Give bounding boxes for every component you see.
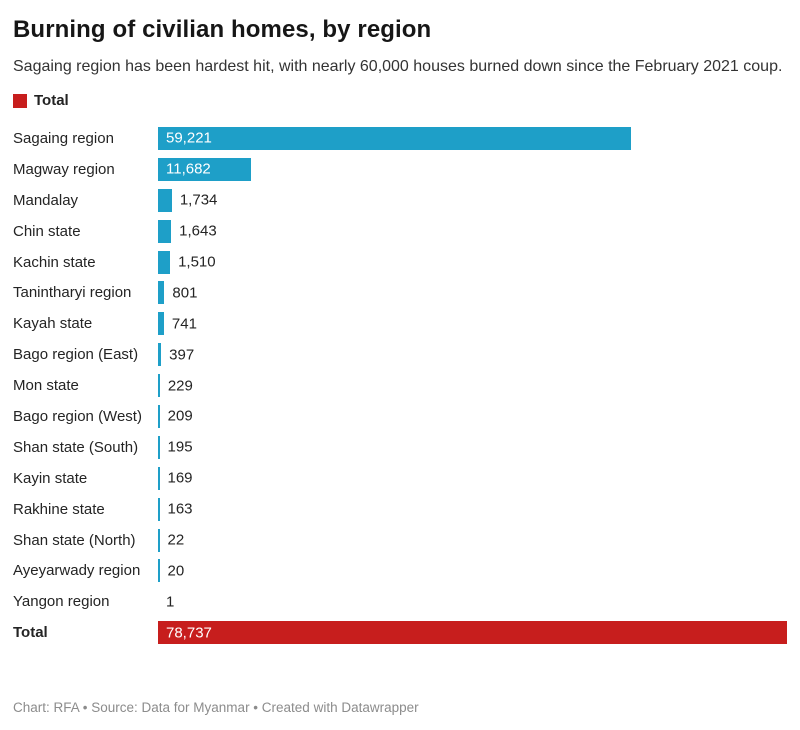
bar-cell — [158, 251, 788, 274]
legend-label: Total — [34, 92, 69, 109]
bar[interactable] — [158, 405, 160, 428]
row-label: Shan state (South) — [13, 438, 139, 456]
chart-row — [13, 339, 788, 370]
chart-row — [13, 401, 788, 432]
bar-value: 59,221 — [166, 129, 212, 147]
bar-value: 397 — [169, 346, 195, 364]
row-label: Mandalay — [13, 191, 79, 209]
bar-cell — [158, 374, 788, 397]
row-label: Total — [13, 624, 48, 642]
row-label: Bago region (East) — [13, 346, 139, 364]
row-label: Ayeyarwady region — [13, 562, 141, 580]
bar[interactable] — [158, 559, 160, 582]
bar-cell — [158, 621, 788, 644]
bar-value: 20 — [167, 562, 185, 580]
row-label: Mon state — [13, 377, 79, 395]
chart-row — [13, 586, 788, 617]
bar[interactable] — [158, 127, 631, 150]
bar-value: 1,643 — [179, 222, 217, 240]
bar[interactable] — [158, 621, 787, 644]
bar[interactable] — [158, 343, 161, 366]
bar-value: 195 — [167, 438, 193, 456]
bar[interactable] — [158, 220, 171, 243]
chart-row — [13, 247, 788, 278]
bar-value: 163 — [167, 500, 193, 518]
bar-value: 1 — [166, 593, 175, 611]
bar-value: 801 — [172, 284, 198, 302]
footer-credit: Chart: RFA • Source: Data for Myanmar • Created with Datawrapper — [13, 700, 419, 715]
chart-row — [13, 123, 788, 154]
bar-value: 741 — [171, 315, 197, 333]
bar-cell — [158, 529, 788, 552]
bar-cell — [158, 127, 788, 150]
bar-cell — [158, 158, 788, 181]
row-label: Kayin state — [13, 469, 88, 487]
bar-value: 11,682 — [166, 160, 211, 178]
bar-cell — [158, 220, 788, 243]
bar-value: 209 — [167, 407, 193, 425]
row-label: Tanintharyi region — [13, 284, 132, 302]
bar[interactable] — [158, 436, 160, 459]
chart-row — [13, 154, 788, 185]
bar-value: 1,510 — [178, 253, 216, 271]
bar-value: 22 — [167, 531, 185, 549]
chart-row — [13, 308, 788, 339]
bar[interactable] — [158, 467, 160, 490]
chart-row — [13, 185, 788, 216]
row-label: Chin state — [13, 222, 81, 240]
chart-row — [13, 216, 788, 247]
bar-value: 229 — [167, 377, 193, 395]
row-label: Shan state (North) — [13, 531, 136, 549]
chart-row — [13, 463, 788, 494]
bar-cell — [158, 559, 788, 582]
bar[interactable] — [158, 529, 160, 552]
row-label: Kachin state — [13, 253, 96, 271]
bar[interactable] — [158, 312, 164, 335]
bar-cell — [158, 405, 788, 428]
bar[interactable] — [158, 374, 160, 397]
bar[interactable] — [158, 251, 170, 274]
bar-cell — [158, 189, 788, 212]
bar-cell — [158, 343, 788, 366]
bar-cell — [158, 498, 788, 521]
chart-title: Burning of civilian homes, by region — [13, 16, 432, 43]
bar[interactable] — [158, 189, 172, 212]
chart-row — [13, 494, 788, 525]
chart-row — [13, 617, 788, 648]
bar-cell — [158, 436, 788, 459]
row-label: Rakhine state — [13, 500, 105, 518]
chart-row — [13, 555, 788, 586]
chart-row — [13, 525, 788, 556]
chart-rows — [13, 123, 788, 648]
bar[interactable] — [158, 281, 164, 304]
bar-value: 78,737 — [166, 624, 212, 642]
chart-subtitle: Sagaing region has been hardest hit, with nearly 60,000 houses burned down since the February 2021 coup. — [13, 58, 783, 75]
chart-row — [13, 432, 788, 463]
row-label: Sagaing region — [13, 129, 114, 147]
bar-value: 1,734 — [179, 191, 218, 209]
row-label: Yangon region — [13, 593, 110, 611]
chart-row — [13, 370, 788, 401]
bar-cell — [158, 467, 788, 490]
legend-swatch-icon — [13, 94, 27, 108]
chart-row — [13, 277, 788, 308]
bar-cell — [158, 312, 788, 335]
row-label: Magway region — [13, 160, 115, 178]
bar-value: 169 — [167, 469, 193, 487]
legend — [13, 92, 788, 109]
bar-cell — [158, 281, 788, 304]
row-label: Kayah state — [13, 315, 93, 333]
row-label: Bago region (West) — [13, 407, 142, 425]
bar-cell — [158, 590, 788, 613]
bar[interactable] — [158, 498, 160, 521]
